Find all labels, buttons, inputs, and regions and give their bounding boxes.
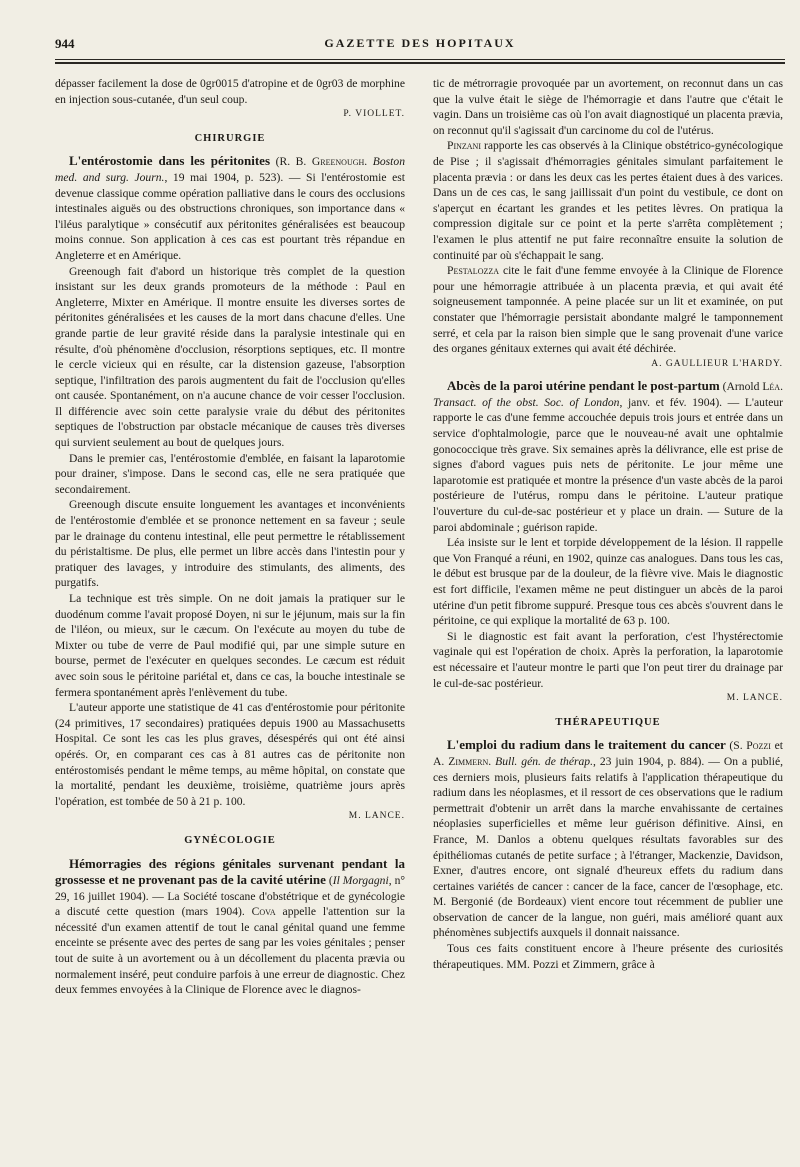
author-name: Pozzi bbox=[746, 739, 771, 753]
journal-reference: Bull. gén. de thérap. bbox=[495, 754, 593, 768]
right-column bbox=[433, 76, 783, 972]
paragraph: Si le diagnostic est fait avant la perforation, c'est l'hystérectomie vaginale qui est l'opération de choix. Après la perforation, la laparotomie est nécessaire et l'auteur montre le parti que l'on peut tirer du drainage par le cul-de-sac postérieur. bbox=[433, 629, 783, 690]
journal-reference: Transact. of the obst. Soc. of London bbox=[433, 395, 620, 409]
paragraph-pinzani: Pinzani rapporte les cas observés à la Clinique obstétrico-gynécologique de Pise ; il s'agissait d'hémorragies génitales simulant parfaitement le placenta prævia : or dans les deux cas les pertes étaient dues à des varices. Dans un de ces cas, le sang jaillissait d'un point du vestibule, ce dont on s'aperçut en écartant les grandes et les petites lèvres. On pratiqua la compression digitale sur ce point et la perte s'arrêta complètement ; l'examen le plus attentif ne put faire reconnaître ensuite la solution de continuité par où s'échappait le sang. bbox=[433, 139, 783, 262]
intro-paragraph: dépasser facilement la dose de 0gr0015 d'atropine et de 0gr03 de morphine en injection sous-cutanée, d'un seul coup. bbox=[55, 77, 405, 106]
section-heading-therapeutique: THÉRAPEUTIQUE bbox=[555, 716, 661, 728]
article-enterostomie-lead: L'entérostomie dans les péritonites (R. B. Greenough. Boston med. and surg. Journ., 19 mai 1904, p. 523). — Si l'entérostomie est devenue classique comme opération palliative dans le cours des occlusions intestinales aiguës ou des obstructions chroniques, son importance dans « l'iléus paralytique » consécutif aux péritonites généralisées est beaucoup moins connue. Son application à ces cas est pourtant très répandue en Angleterre et en Amérique. bbox=[55, 153, 405, 262]
author-name: Pestalozza bbox=[447, 264, 500, 278]
paragraph: La technique est très simple. On ne doit jamais la pratiquer sur le duodénum comme l'avait proposé Doyen, ni sur le jéjunum, mais sur la fin de l'iléon, ou mieux, sur le cæcum. On l'exécute au moyen du tube de Mixter ou tube de verre de Paul modifié qui, par une simple suture en bourse, permet de l'exécuter en quelques secondes. Le cæcum est réduit avec soin sous le péritoine pariétal et, dans ce cas, la bouche intestinale se fermera spontanément après l'enlèvement du tube. bbox=[55, 592, 405, 699]
intro-signature: P. VIOLLET. bbox=[343, 109, 405, 120]
section-heading-chirurgie: CHIRURGIE bbox=[194, 132, 266, 144]
paragraph: Greenough discute ensuite longuement les avantages et inconvénients de l'entérostomie d'emblée et se prononce nettement en sa faveur ; seule par le drainage du contenu intestinal, elle peut permettre le rétablissement du péristaltisme. De plus, elle permet un libre accès dans l'intestin pour y pratiquer des lavages, y introduire des stimulants, des aliments, des purgatifs. bbox=[55, 498, 405, 590]
author-signature: A. GAULLIEUR L'HARDY. bbox=[651, 358, 783, 369]
author-signature: M. LANCE. bbox=[348, 811, 405, 822]
journal-title: GAZETTE DES HOPITAUX bbox=[324, 36, 516, 50]
article-title: Abcès de la paroi utérine pendant le post-partum bbox=[447, 378, 720, 394]
paragraph: Tous ces faits constituent encore à l'heure présente des curiosités thérapeutiques. MM. Pozzi et Zimmern, grâce à bbox=[433, 942, 783, 971]
page-header bbox=[55, 36, 785, 58]
article-title: Hémorragies des régions génitales survenant pendant la grossesse et ne provenant pas de la cavité utérine bbox=[55, 855, 405, 888]
author-signature: M. LANCE. bbox=[726, 693, 783, 704]
author-name: Cova bbox=[251, 905, 276, 919]
author-name: Léa. bbox=[762, 380, 783, 394]
paragraph-pestalozza: Pestalozza cite le fait d'une femme envoyée à la Clinique de Florence pour une hémorragie attribuée à un placenta prævia, et qui avait été soigneusement tamponnée. A peine placée sur un lit et examinée, on put constater que l'hémorragie persistait abondante malgré le tamponnement serré, et cela par la raison bien simple que le sang provenait d'une varice des organes génitaux externes qui avait été déchirée. bbox=[433, 264, 783, 356]
journal-reference: Il Morgagni bbox=[332, 874, 389, 888]
journal-reference: Boston med. and surg. Journ. bbox=[55, 155, 405, 184]
section-heading-gynecologie: GYNÉCOLOGIE bbox=[184, 834, 276, 846]
article-title: L'entérostomie dans les péritonites bbox=[69, 153, 271, 169]
header-rule-thick bbox=[55, 62, 785, 64]
article-hemorragies-lead: Hémorragies des régions génitales survenant pendant la grossesse et ne provenant pas de la cavité utérine (Il Morgagni, n° 29, 16 juillet 1904). — La Société toscane d'obstétrique et de gynécologie a discuté cette question (mars 1904). Cova appelle l'attention sur la nécessité d'un examen attentif de tout le canal génital quand une femme enceinte se présente avec des pertes de sang par les voies génitales ; penser tout de suite à un avortement ou à un décollement du placenta prævia ou normalement inséré, peut conduire parfois à une erreur de diagnostic. Chez deux femmes envoyées à la Clinique de Florence avec le diagnos- bbox=[55, 855, 406, 997]
article-title: L'emploi du radium dans le traitement du cancer bbox=[447, 737, 726, 753]
header-rule-thin bbox=[55, 59, 785, 60]
paragraph: Greenough fait d'abord un historique très complet de la question insistant sur les deux grands promoteurs de la méthode : Paul en Angleterre, Mixter en Amérique. Il montre ensuite les diverses sortes de péritonites généralisées et les causes de la mort dans chacune d'elles. Une grande partie de leur gravité réside dans la paralysie intestinale qui en résulte, d'où phénomène d'occlusion, résorptions septiques, etc. Il montre le cercle vicieux qui en résulte, car la distension gazeuse, l'absorption septique, l'infiltration des parois augmentent du fait de l'occlusion qu'elles ont causée. Spontanément, on n'a aucune chance de voir cesser l'occlusion. Il différencie avec soin cette paralysie vraie du début des péritonites septiques de l'obstruction par obstacle mécanique de causes très diverses qui survient seulement au bout de quelques jours. bbox=[55, 264, 405, 450]
paragraph: L'auteur apporte une statistique de 41 cas d'entérostomie pour péritonite (24 primitives, 17 secondaires) pratiquées depuis 1900 au Massachusetts Hospital. Ce sont les cas les plus graves, désespérés qui ont été ainsi opérés. Or, en comparant ces cas à 81 autres cas de péritonite non entérostomisés pendant le même temps, au même hôpital, on constate que la mortalité, pendant les deuxième, troisième, quatrième jours après l'opération, est tombée de 50 à 21 p. 100. bbox=[55, 701, 405, 808]
page-number: 944 bbox=[55, 36, 75, 51]
article-radium-lead: L'emploi du radium dans le traitement du cancer (S. Pozzi et A. Zimmern. Bull. gén. de thérap., 23 juin 1904, p. 884). — On a publié, ces derniers mois, plusieurs faits relatifs à l'application thérapeutique du radium dans les néoplasmes, et il ressort de ces observations que le radium permettrait d'obtenir un arrêt dans la marche envahissante de certaines néoplasies superficielles et même leur guérison définitive. Ainsi, en France, M. Danlos a obtenu quelques résultats favorables sur des épithéliomas cutanés de petite surface ; à l'étranger, Mackenzie, Davidson, Exner, d'autres encore, ont signalé d'heureux effets du radium dans certaines variétés de cancer : cancer de la face, cancer de l'œsophage, etc. M. Bergonié (de Bordeaux) vient encore tout récemment de publier une observation de cancer de la langue, non guéri, mais amélioré quant aux phénomènes subjectifs auxquels il donnait naissance. bbox=[433, 737, 784, 940]
paragraph: Léa insiste sur le lent et torpide développement de la lésion. Il rappelle que Von Franqué a réuni, en 1902, quinze cas analogues. Dans tous les cas, le début est brusque par de la douleur, de la fièvre vive. Mais le diagnostic est fort difficile, l'examen même ne peut distinguer un abcès de la paroi utérine d'un petit fibrome suppuré. Presque tous ces abcès s'ouvrent dans le péritoine, ce qui explique la mortalité de 63 p. 100. bbox=[433, 536, 783, 628]
author-name: Zimmern. bbox=[448, 754, 492, 768]
author-name: Pinzani bbox=[447, 139, 481, 153]
author-name: Greenough. bbox=[311, 155, 368, 169]
paragraph: Dans le premier cas, l'entérostomie d'emblée, en faisant la laparotomie pour drainer, s'impose. Dans le second cas, elle ne sera pratiquée que secondairement. bbox=[55, 451, 405, 496]
article-abces-lead: Abcès de la paroi utérine pendant le post-partum (Arnold Léa. Transact. of the obst. Soc. of London, janv. et fév. 1904). — L'auteur rapporte le cas d'une femme accouchée depuis trois jours et entrée dans un service d'ophtalmologie, parce que le nouveau-né avait une ophtalmie gonococcique très grave. Six semaines après la délivrance, elle est prise de signes d'abord vagues puis nets de péritonite. Le jour même une laparotomie est pratiquée et montre la présence d'un vaste abcès de la paroi postérieure de l'utérus, rompu dans le péritoine. L'auteur pratique l'ouverture du cul-de-sac postérieur et y place un drain. — Suture de la paroi abdominale ; guérison rapide. bbox=[433, 378, 783, 534]
left-column bbox=[55, 76, 405, 998]
paragraph-continuation: tic de métrorragie provoquée par un avortement, on reconnut dans un cas que la vulve était le siège de l'hémorragie et dans l'autre que c'était le vagin. Dans un troisième cas où l'on avait diagnostiqué un placenta prævia, on reconnut qu'il s'agissait d'un carcinome du col de l'utérus. bbox=[433, 77, 783, 137]
